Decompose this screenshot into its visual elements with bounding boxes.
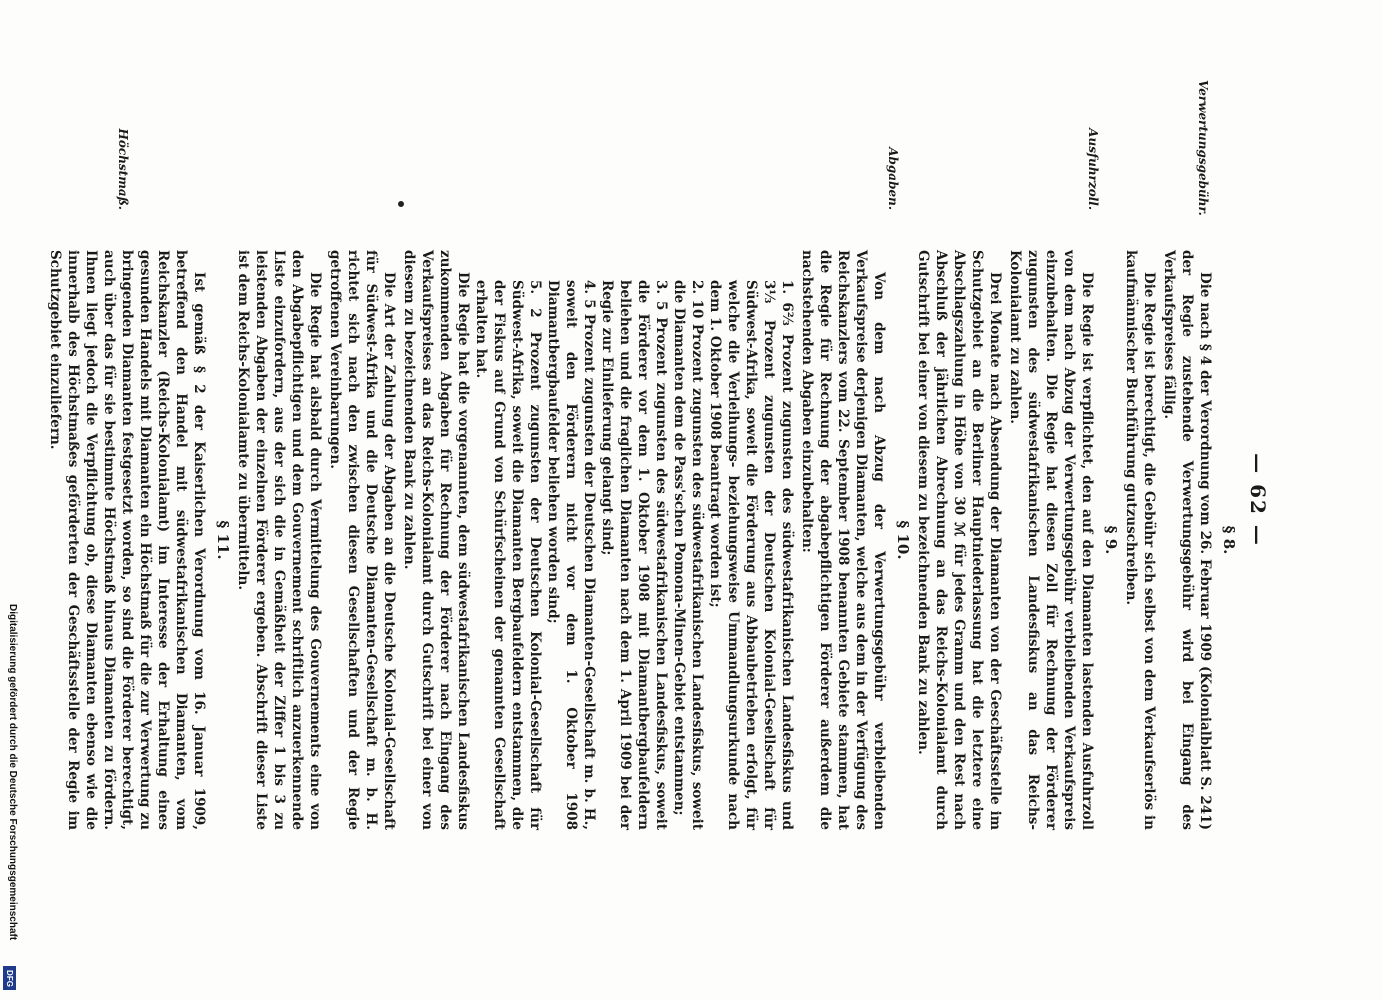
paragraph: Die nach § 4 der Verordnung vom 26. Februar 1909 (Kolonialblatt S. 241) der Regie zustehende Verwertungsgebühr wird bei Eingang des Verkaufspreises fällig. <box>1161 250 1213 830</box>
margin-note-abgaben: Abgaben. <box>886 147 900 210</box>
list-item: 2. 10 Prozent zugunsten des südwestafrikanischen Landesfiskus, soweit die Diamanten dem de Pass'schen Pomona-Minen-Gebiet entstammen; <box>671 280 705 830</box>
list-item: 4. 5 Prozent zugunsten der Deutschen Diamanten-Gesellschaft m. b. H., soweit den Förderern nicht vor dem 1. Oktober 1908 Diamantbergbaufelder beliehen worden sind; <box>545 280 597 830</box>
dfg-logo <box>3 966 16 990</box>
paragraph: Die Regie ist verpflichtet, den auf den Diamanten lastenden Ausfuhrzoll von dem nach Abzug der Verwertungsgebühr verbleibenden Verkaufspreis einzubehalten. Die Regie hat diesen Zoll für Rechnung der Förderer zugunsten des südwestafrikanischen Landesfiskus an das Reichs-Kolonialamt zu zahlen. <box>1007 250 1095 830</box>
dfg-logo-text: DFG <box>5 969 15 987</box>
margin-note-verwertungsgebuehr: Verwertungsgebühr. <box>1196 80 1210 216</box>
list-item: 1. 6⅔ Prozent zugunsten des südwestafrikanischen Landesfiskus und 3⅓ Prozent zugunsten der Deutschen Kolonial-Gesellschaft für Südwest-Afrika, soweit die Förderung aus Abbaubetrieben erfolgt, für welche die Verleihungs- beziehungsweise Ummandlungsurkunde nach dem 1. Oktober 1908 beantragt worden ist; <box>707 280 795 830</box>
section-heading: § 11. <box>214 520 232 560</box>
paragraph: Die Art der Zahlung der Abgaben an die Deutsche Kolonial-Gesellschaft für Südwest-Afrika und die Deutsche Diamanten-Gesellschaft m. b. H. richtet sich nach den zwischen diesen Gesellschaften und der Regie getroffenen Vereinbarungen. <box>327 250 397 830</box>
footer <box>4 0 18 1000</box>
margin-note-ausfuhrzoll: Ausfuhrzoll. <box>1086 128 1100 210</box>
page-number: — 62 — <box>1246 453 1270 547</box>
section-11 <box>46 250 232 830</box>
paragraph: Die Regie ist berechtigt, die Gebühr sich selbst von dem Verkaufserlös in kaufmännischer Buchführung gutzuschreiben. <box>1123 250 1157 830</box>
section-10 <box>234 250 912 830</box>
section-9 <box>914 250 1120 830</box>
paragraph: Die Regie hat die vorgenannten, dem südwestafrikanischen Landesfiskus zukommenden Abgaben für Rechnung der Förderer nach Eingang des Verkaufspreises an das Reichs-Kolonialamt durch Gutschrift bei einer von diesem zu bezeichnenden Bank zu zahlen. <box>401 250 471 830</box>
page-content <box>47 20 1270 980</box>
text-body <box>44 250 1240 830</box>
paragraph: Drei Monate nach Absendung der Diamanten von der Geschäftsstelle im Schutzgebiet an die Berliner Hauptniederlassung hat die letztere eine Abschlagszahlung in Höhe von 30 ℳ für jedes Gramm und den Rest nach Abschluß der jährlichen Abrechnung an das Reichs-Kolonialamt durch Gutschrift bei einer von diesem zu bezeichnenden Bank zu zahlen. <box>915 250 1003 830</box>
section-8 <box>1122 250 1238 830</box>
margin-note-hoechstmass: Höchstmaß. <box>116 128 130 210</box>
list-item: 3. 5 Prozent zugunsten des südwestafrikanischen Landesfiskus, soweit die Förderer vor dem 1. Oktober 1908 mit Diamantbergbaufeldern beliehen und die fraglichen Diamanten nach dem 1. April 1909 bei der Regie zur Einlieferung gelangt sind; <box>599 280 669 830</box>
section-heading: § 9. <box>1102 525 1120 555</box>
abgaben-list <box>472 250 796 830</box>
list-item: 5. 2 Prozent zugunsten der Deutschen Kolonial-Gesellschaft für Südwest-Afrika, soweit die Diamanten Bergbaufeldern entstammen, die der Fiskus auf Grund von Schürfscheinen der genannten Gesellschaft erhalten hat. <box>473 280 543 830</box>
section-heading: § 10. <box>894 520 912 560</box>
footer-text: Digitalisierung gefördert durch die Deutsche Forschungsgemeinschaft <box>7 604 18 941</box>
section-heading: § 8. <box>1220 525 1238 555</box>
paragraph: Von dem nach Abzug der Verwertungsgebühr verbleibenden Verkaufspreise derjenigen Diamanten, welche aus dem in der Verfügung des Reichskanzlers vom 22. September 1908 benannten Gebiete stammen, hat die Regie für Rechnung der abgabepflichtigen Förderer außerdem die nachstehenden Abgaben einzubehalten: <box>799 250 887 830</box>
paragraph: Ist gemäß § 2 der Kaiserlichen Verordnung vom 16. Januar 1909, betreffend den Handel mit südwestafrikanischen Diamanten, vom Reichskanzler (Reichs-Kolonialamt) im Interesse der Erhaltung eines gesunden Handels mit Diamanten ein Höchstmaß für die zur Verwertung zu bringenden Diamanten festgesetzt worden, so sind die Förderer berechtigt, auch über das für sie bestimmte Höchstmaß hinaus Diamanten zu fördern. Ihnen liegt jedoch die Verpflichtung ob, diese Diamanten ebenso wie die innerhalb des Höchstmaßes geförderten der Geschäftsstelle der Regie im Schutzgebiet einzuliefern. <box>47 250 207 830</box>
paragraph: Die Regie hat alsbald durch Vermittelung des Gouvernements eine von den Abgabepflichtigen und dem Gouvernement schriftlich anzuerkennende Liste einzufordern, aus der sich die in Gemäßheit der Ziffer 1 bis 3 zu leistenden Abgaben der einzelnen Förderer ergeben. Abschrift dieser Liste ist dem Reichs-Kolonialamte zu übermitteln. <box>235 250 323 830</box>
stray-mark <box>398 201 404 207</box>
